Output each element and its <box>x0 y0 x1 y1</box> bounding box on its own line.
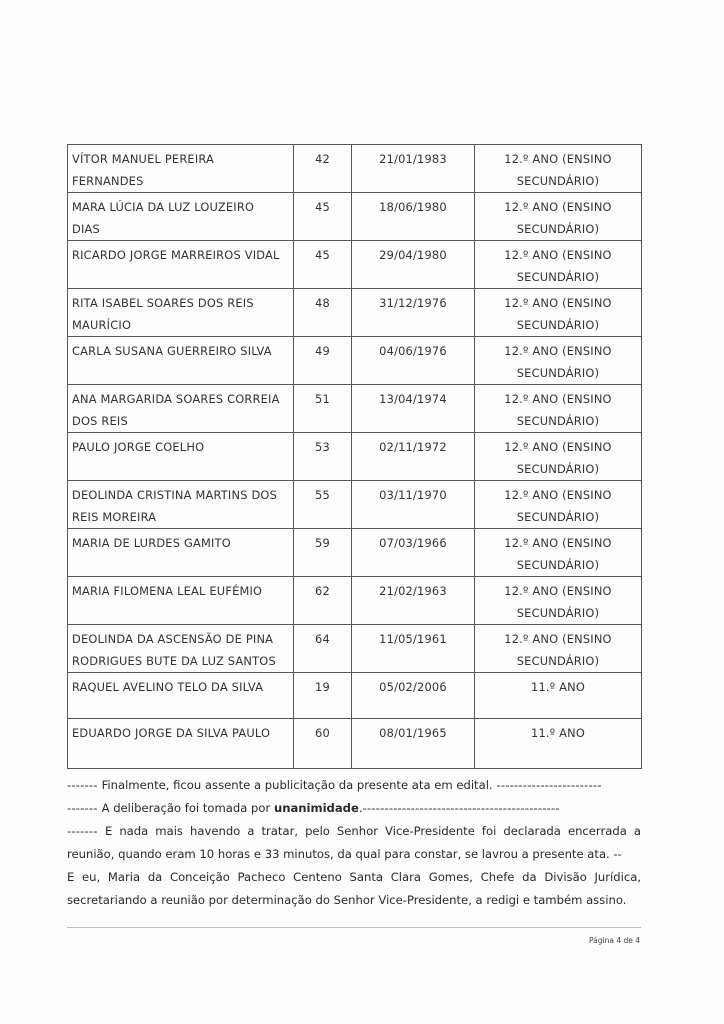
table-row <box>68 529 642 577</box>
cell-age <box>294 625 352 673</box>
cell-age-line: 45 <box>315 200 330 214</box>
page-number: Página 4 de 4 <box>588 936 640 945</box>
table-row <box>68 193 642 241</box>
table-row <box>68 433 642 481</box>
paragraph-publication <box>67 774 641 797</box>
paragraph-text-end: . <box>358 801 363 815</box>
table-row <box>68 481 642 529</box>
cell-name-line: EDUARDO JORGE DA SILVA PAULO <box>72 726 271 740</box>
cell-age <box>294 529 352 577</box>
cell-education <box>475 193 642 241</box>
cell-age-line: 45 <box>315 248 330 262</box>
table-row <box>68 241 642 289</box>
cell-name-line: DEOLINDA CRISTINA MARTINS DOS <box>72 488 278 502</box>
cell-name-line: REIS MOREIRA <box>72 510 157 524</box>
cell-name-line: MARIA DE LURDES GAMITO <box>72 536 231 550</box>
cell-age <box>294 385 352 433</box>
cell-name-line: RITA ISABEL SOARES DOS REIS <box>72 296 254 310</box>
cell-birth-date-line: 29/04/1980 <box>379 248 447 262</box>
cell-education <box>475 385 642 433</box>
cell-education-line: SECUNDÁRIO) <box>516 558 600 572</box>
cell-name-line: MAURÍCIO <box>72 318 132 332</box>
cell-name <box>68 241 294 289</box>
table-row <box>68 385 642 433</box>
cell-age <box>294 673 352 719</box>
cell-name <box>68 145 294 193</box>
cell-birth-date <box>352 337 475 385</box>
cell-name-line: DOS REIS <box>72 414 128 428</box>
cell-age-line: 53 <box>315 440 330 454</box>
cell-education-line: 12.º ANO (ENSINO <box>504 488 612 502</box>
paragraph-deliberation <box>67 797 641 820</box>
cell-birth-date <box>352 289 475 337</box>
cell-age-line: 64 <box>315 632 330 646</box>
cell-birth-date-line: 21/02/1963 <box>379 584 447 598</box>
table-row <box>68 289 642 337</box>
cell-birth-date-line: 18/06/1980 <box>379 200 447 214</box>
cell-name-line: VÍTOR MANUEL PEREIRA <box>72 152 215 166</box>
cell-education <box>475 433 642 481</box>
cell-name-line: PAULO JORGE COELHO <box>72 440 205 454</box>
cell-birth-date <box>352 577 475 625</box>
cell-name-line: MARIA FILOMENA LEAL EUFÉMIO <box>72 584 263 598</box>
cell-education <box>475 719 642 769</box>
cell-education-line: 11.º ANO <box>531 680 585 694</box>
cell-education <box>475 337 642 385</box>
cell-name <box>68 433 294 481</box>
cell-education <box>475 577 642 625</box>
cell-education-line: SECUNDÁRIO) <box>516 366 600 380</box>
cell-education <box>475 673 642 719</box>
cell-education <box>475 481 642 529</box>
cell-education-line: 12.º ANO (ENSINO <box>504 152 612 166</box>
cell-age-line: 62 <box>315 584 330 598</box>
cell-name <box>68 673 294 719</box>
cell-age-line: 19 <box>315 680 330 694</box>
cell-education-line: 12.º ANO (ENSINO <box>504 584 612 598</box>
dash-leader: ------- <box>67 778 102 792</box>
cell-education <box>475 145 642 193</box>
cell-age <box>294 719 352 769</box>
cell-birth-date-line: 02/11/1972 <box>379 440 447 454</box>
paragraph-text: E eu, Maria da Conceição Pacheco Centeno Santa Clara Gomes, Chefe da Divisão Jurídica, <box>67 870 641 884</box>
cell-name-line: ANA MARGARIDA SOARES CORREIA <box>72 392 280 406</box>
paragraph-text: secretariando a reunião por determinação do Senhor Vice-Presidente, a redigi e também assino. <box>67 893 627 907</box>
cell-education-line: SECUNDÁRIO) <box>516 654 600 668</box>
cell-age <box>294 433 352 481</box>
cell-name <box>68 625 294 673</box>
cell-age-line: 49 <box>315 344 330 358</box>
paragraph-closing-line2 <box>67 843 641 866</box>
cell-age <box>294 145 352 193</box>
cell-birth-date <box>352 385 475 433</box>
cell-birth-date-line: 21/01/1983 <box>379 152 447 166</box>
cell-age-line: 55 <box>315 488 330 502</box>
cell-education-line: SECUNDÁRIO) <box>516 462 600 476</box>
dash-trailer: ------------------------ <box>492 778 602 792</box>
unanimity-bold: unanimidade <box>273 801 359 815</box>
cell-education <box>475 625 642 673</box>
cell-birth-date-line: 08/01/1965 <box>379 726 447 740</box>
cell-age-line: 60 <box>315 726 330 740</box>
cell-birth-date-line: 04/06/1976 <box>379 344 447 358</box>
paragraph-secretary-line1 <box>67 866 641 889</box>
paragraph-closing-line1 <box>67 820 641 843</box>
cell-name <box>68 719 294 769</box>
cell-education-line: 12.º ANO (ENSINO <box>504 296 612 310</box>
cell-education-line: SECUNDÁRIO) <box>516 318 600 332</box>
dash-leader: ------- <box>67 801 102 815</box>
cell-name <box>68 289 294 337</box>
cell-name-line: DIAS <box>72 222 100 236</box>
cell-birth-date-line: 31/12/1976 <box>379 296 447 310</box>
dash-leader: ------- <box>67 824 105 838</box>
cell-education <box>475 529 642 577</box>
table-row <box>68 577 642 625</box>
cell-age <box>294 241 352 289</box>
cell-age-line: 48 <box>315 296 330 310</box>
cell-education-line: 12.º ANO (ENSINO <box>504 200 612 214</box>
cell-birth-date <box>352 433 475 481</box>
cell-name-line: RODRIGUES BUTE DA LUZ SANTOS <box>72 654 276 668</box>
cell-birth-date <box>352 673 475 719</box>
paragraph-secretary-line2 <box>67 889 641 912</box>
cell-name-line: RAQUEL AVELINO TELO DA SILVA <box>72 680 264 694</box>
cell-name-line: DEOLINDA DA ASCENSÃO DE PINA <box>72 632 274 646</box>
cell-education <box>475 289 642 337</box>
paragraph-text: Finalmente, ficou assente a publicitação da presente ata em edital. <box>101 778 493 792</box>
footer-divider <box>67 927 641 928</box>
cell-name <box>68 193 294 241</box>
cell-age <box>294 577 352 625</box>
cell-birth-date-line: 03/11/1970 <box>379 488 447 502</box>
cell-education-line: 12.º ANO (ENSINO <box>504 392 612 406</box>
cell-birth-date-line: 07/03/1966 <box>379 536 447 550</box>
cell-education-line: 12.º ANO (ENSINO <box>504 632 612 646</box>
cell-education-line: SECUNDÁRIO) <box>516 174 600 188</box>
cell-age-line: 59 <box>315 536 330 550</box>
cell-age <box>294 289 352 337</box>
cell-birth-date-line: 11/05/1961 <box>379 632 447 646</box>
table-row <box>68 673 642 719</box>
cell-education-line: 12.º ANO (ENSINO <box>504 344 612 358</box>
closing-paragraphs <box>67 774 641 912</box>
cell-birth-date <box>352 241 475 289</box>
paragraph-text: A deliberação foi tomada por <box>101 801 274 815</box>
cell-education <box>475 241 642 289</box>
dash-trailer: --------------------------------------------- <box>362 801 560 815</box>
cell-birth-date <box>352 625 475 673</box>
cell-birth-date <box>352 481 475 529</box>
cell-education-line: 12.º ANO (ENSINO <box>504 440 612 454</box>
participants-table <box>67 144 642 769</box>
paragraph-text: E nada mais havendo a tratar, pelo Senhor Vice-Presidente foi declarada encerrada a <box>104 824 641 838</box>
cell-education-line: 11.º ANO <box>531 726 585 740</box>
cell-education-line: SECUNDÁRIO) <box>516 606 600 620</box>
cell-age-line: 51 <box>315 392 330 406</box>
cell-name <box>68 529 294 577</box>
table-row <box>68 337 642 385</box>
cell-birth-date <box>352 719 475 769</box>
cell-age-line: 42 <box>315 152 330 166</box>
cell-education-line: 12.º ANO (ENSINO <box>504 536 612 550</box>
cell-birth-date <box>352 529 475 577</box>
cell-name <box>68 385 294 433</box>
cell-education-line: 12.º ANO (ENSINO <box>504 248 612 262</box>
cell-birth-date-line: 13/04/1974 <box>379 392 447 406</box>
table-row <box>68 145 642 193</box>
cell-name-line: CARLA SUSANA GUERREIRO SILVA <box>72 344 272 358</box>
cell-education-line: SECUNDÁRIO) <box>516 270 600 284</box>
cell-age <box>294 337 352 385</box>
cell-birth-date-line: 05/02/2006 <box>379 680 447 694</box>
cell-age <box>294 193 352 241</box>
cell-birth-date <box>352 145 475 193</box>
participants-table-body <box>68 145 642 769</box>
paragraph-text: reunião, quando eram 10 horas e 33 minutos, da qual para constar, se lavrou a presente ata. -- <box>67 847 622 861</box>
cell-education-line: SECUNDÁRIO) <box>516 414 600 428</box>
cell-education-line: SECUNDÁRIO) <box>516 222 600 236</box>
cell-name <box>68 337 294 385</box>
cell-name-line: RICARDO JORGE MARREIROS VIDAL <box>72 248 280 262</box>
cell-birth-date <box>352 193 475 241</box>
table-row <box>68 719 642 769</box>
cell-name <box>68 481 294 529</box>
cell-name-line: MARA LÚCIA DA LUZ LOUZEIRO <box>72 200 255 214</box>
cell-name-line: FERNANDES <box>72 174 144 188</box>
cell-name <box>68 577 294 625</box>
table-row <box>68 625 642 673</box>
cell-age <box>294 481 352 529</box>
cell-education-line: SECUNDÁRIO) <box>516 510 600 524</box>
